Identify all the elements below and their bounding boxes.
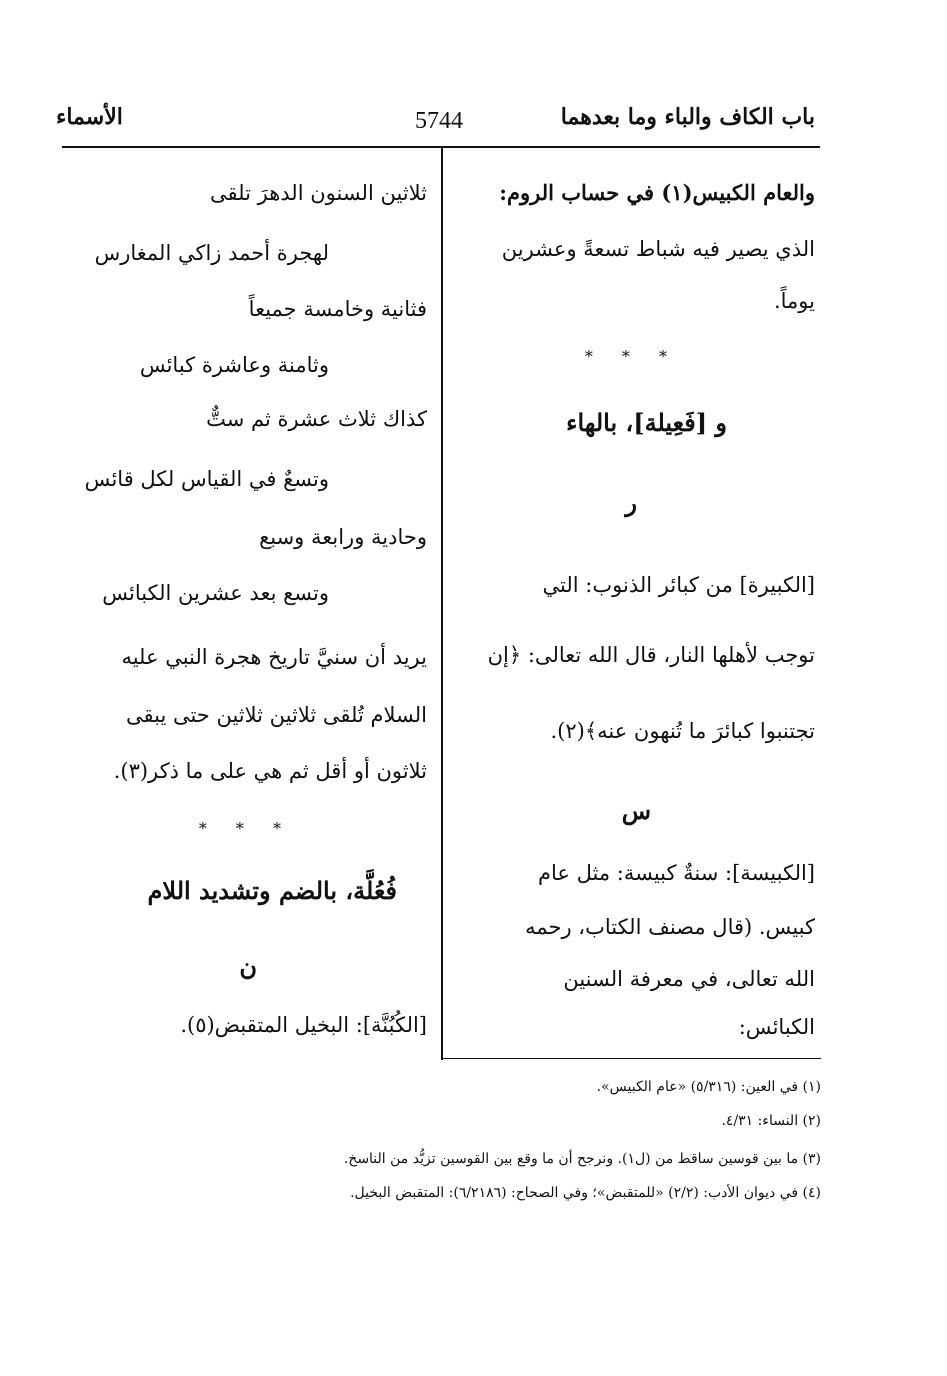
letter-heading: س (621, 796, 651, 825)
right-line-8: كبيس. (قال مصنف الكتاب، رحمه (525, 915, 815, 939)
letter-heading: ن (239, 952, 257, 981)
right-line-10: الكبائس: (738, 1015, 815, 1039)
chapter-title: باب الكاف والباء وما بعدهما (560, 104, 815, 130)
section-separator: * * * (198, 819, 293, 838)
section-heading: و [فَعِيلة]، بالهاء (566, 408, 727, 437)
section-title: الأسماء (56, 104, 123, 130)
letter-heading: ر (625, 488, 637, 517)
right-line-2: الذي يصير فيه شباط تسعةً وعشرين (501, 237, 815, 261)
footnote-rule (443, 1058, 821, 1059)
page-number: 5744 (415, 108, 463, 134)
verse-line-8: وتسع بعد عشرين الكبائس (102, 581, 329, 605)
right-line-6: تجتنبوا كبائرَ ما تُنهون عنه﴾(٢). (550, 719, 815, 743)
verse-line-4: وثامنة وعاشرة كبائس (139, 353, 329, 377)
footnote-3: (٣) ما بين قوسين ساقط من (ل١). ونرجح أن ما وقع بين القوسين تزيُّد من الناسخ. (343, 1151, 821, 1167)
section-heading: فُعُلَّة، بالضم وتشديد اللام (147, 876, 397, 905)
right-line-5: توجب لأهلها النار، قال الله تعالى: ﴿إن (487, 643, 815, 667)
footnote-4: (٤) في ديوان الأدب: (٢/٢) «للمتقبض»؛ وفي الصحاح: (٦/٢١٨٦): المتقبض البخيل. (350, 1185, 821, 1201)
verse-line-2: لهجرة أحمد زاكي المغارس (94, 241, 329, 265)
verse-line-3: فثانية وخامسة جميعاً (248, 297, 427, 321)
footnote-1: (١) في العين: (٥/٣١٦) «عام الكبيس». (596, 1079, 821, 1095)
prose-line-4: [الكُبُنَّة]: البخيل المتقبض(٥). (180, 1013, 427, 1037)
section-separator: * * * (584, 347, 679, 366)
verse-line-6: وتسعٌ في القياس لكل قائس (84, 467, 329, 491)
verse-line-5: كذاك ثلاث عشرة ثم ستٌّ (206, 407, 427, 431)
right-line-4: [الكبيرة] من كبائر الذنوب: التي (542, 573, 815, 597)
verse-line-7: وحادية ورابعة وسبع (259, 525, 427, 549)
right-line-9: الله تعالى، في معرفة السنين (563, 967, 815, 991)
prose-line-3: ثلاثون أو أقل ثم هي على ما ذكر(٣). (113, 759, 427, 783)
prose-line-1: يريد أن سنيَّ تاريخ هجرة النبي عليه (121, 645, 427, 669)
right-line-1: والعام الكبيس(١) في حساب الروم: (499, 180, 815, 205)
prose-line-2: السلام تُلقى ثلاثين ثلاثين حتى يبقى (125, 703, 427, 727)
right-line-3: يوماً. (773, 289, 815, 313)
right-line-7: [الكبيسة]: سنةٌ كبيسة: مثل عام (537, 861, 815, 885)
column-divider (441, 146, 443, 1060)
verse-line-1: ثلاثين السنون الدهرَ تلقى (210, 181, 427, 205)
footnote-2: (٢) النساء: ٤/٣١. (721, 1113, 821, 1129)
